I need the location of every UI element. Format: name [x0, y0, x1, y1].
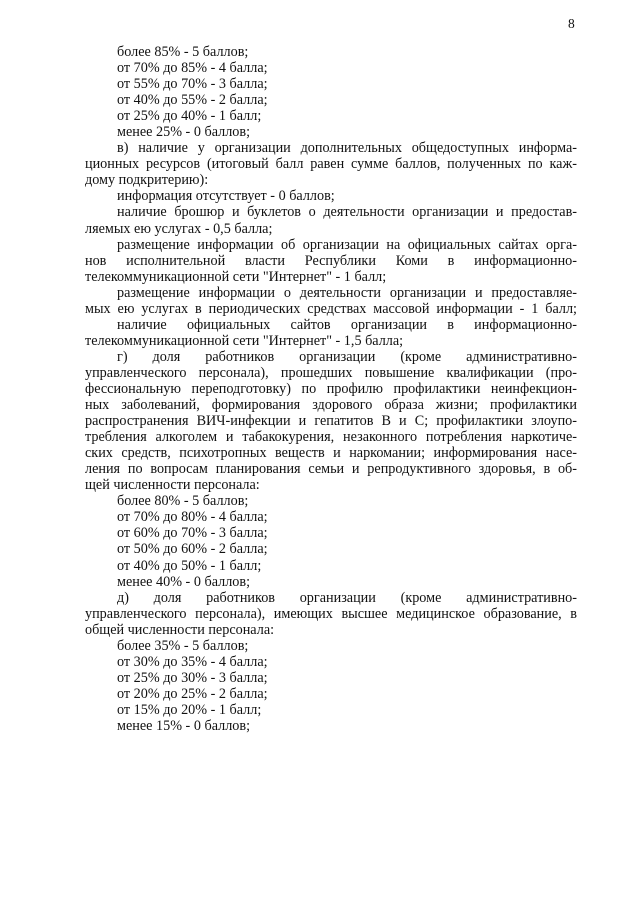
text-line: от 30% до 35% - 4 балла;: [117, 653, 268, 670]
text-line: фессиональную переподготовку) по профилю профилактики неинфекцион-: [85, 380, 577, 397]
text-line: ляемых ею услугах - 0,5 балла;: [85, 220, 273, 237]
text-line: г) доля работников организации (кроме административно-: [117, 348, 577, 365]
text-line: ских средств, психотропных веществ и наркомании; информирования насе-: [85, 445, 577, 462]
text-line: распространения ВИЧ-инфекции и гепатитов В и С; профилактики злоупо-: [85, 413, 577, 430]
text-line: в) наличие у организации дополнительных общедоступных информа-: [117, 140, 577, 157]
text-line: телекоммуникационной сети "Интернет" - 1,5 балла;: [85, 332, 404, 349]
text-line: размещение информации о деятельности организации и предоставляе-: [117, 284, 577, 301]
text-line: от 25% до 30% - 3 балла;: [117, 669, 268, 686]
text-line: более 85% - 5 баллов;: [117, 44, 249, 60]
text-line: от 55% до 70% - 3 балла;: [117, 76, 268, 93]
text-line: наличие брошюр и буклетов о деятельности организации и предостав-: [117, 204, 577, 221]
text-line: от 25% до 40% - 1 балл;: [117, 108, 262, 125]
text-line: наличие официальных сайтов организации в информационно-: [117, 316, 577, 333]
text-line: более 80% - 5 баллов;: [117, 493, 249, 510]
text-line: от 40% до 50% - 1 балл;: [117, 557, 262, 574]
text-line: от 70% до 85% - 4 балла;: [117, 60, 268, 77]
text-line: от 20% до 25% - 2 балла;: [117, 685, 268, 702]
text-line: от 15% до 20% - 1 балл;: [117, 701, 262, 718]
text-line: управленческого персонала), прошедших повышение квалификации (про-: [85, 364, 577, 381]
text-line: мых ею услугах в периодических средствах массовой информации - 1 балл;: [85, 300, 577, 317]
text-line: размещение информации об организации на официальных сайтах орга-: [117, 236, 577, 253]
text-line: управленческого персонала), имеющих высшее медицинское образование, в: [85, 605, 577, 622]
text-line: ления по вопросам планирования семьи и репродуктивного здоровья, в об-: [85, 461, 577, 478]
text-line: от 70% до 80% - 4 балла;: [117, 509, 268, 526]
document-body: [85, 44, 577, 734]
text-line: щей численности персонала:: [85, 477, 260, 494]
text-line: нов исполнительной власти Республики Коми в информационно-: [85, 252, 577, 269]
text-line: от 50% до 60% - 2 балла;: [117, 541, 268, 558]
page-number: 8: [568, 16, 575, 31]
text-line: требления алкоголем и табакокурения, незаконного потребления наркотиче-: [85, 429, 577, 446]
text-line: общей численности персонала:: [85, 621, 275, 638]
text-line: дому подкритерию):: [85, 172, 209, 189]
text-line: телекоммуникационной сети "Интернет" - 1 балл;: [85, 268, 387, 285]
text-line: от 60% до 70% - 3 балла;: [117, 525, 268, 542]
text-line: более 35% - 5 баллов;: [117, 637, 249, 654]
text-line: ных заболеваний, формирования здорового образа жизни; профилактики: [85, 397, 577, 414]
text-line: от 40% до 55% - 2 балла;: [117, 92, 268, 109]
text-line: ционных ресурсов (итоговый балл равен сумме баллов, полученных по каж-: [85, 156, 577, 173]
text-line: менее 25% - 0 баллов;: [117, 124, 251, 141]
text-line: д) доля работников организации (кроме административно-: [117, 589, 577, 606]
text-line: менее 15% - 0 баллов;: [117, 717, 251, 734]
text-line: информация отсутствует - 0 баллов;: [117, 188, 335, 205]
text-line: менее 40% - 0 баллов;: [117, 573, 251, 590]
